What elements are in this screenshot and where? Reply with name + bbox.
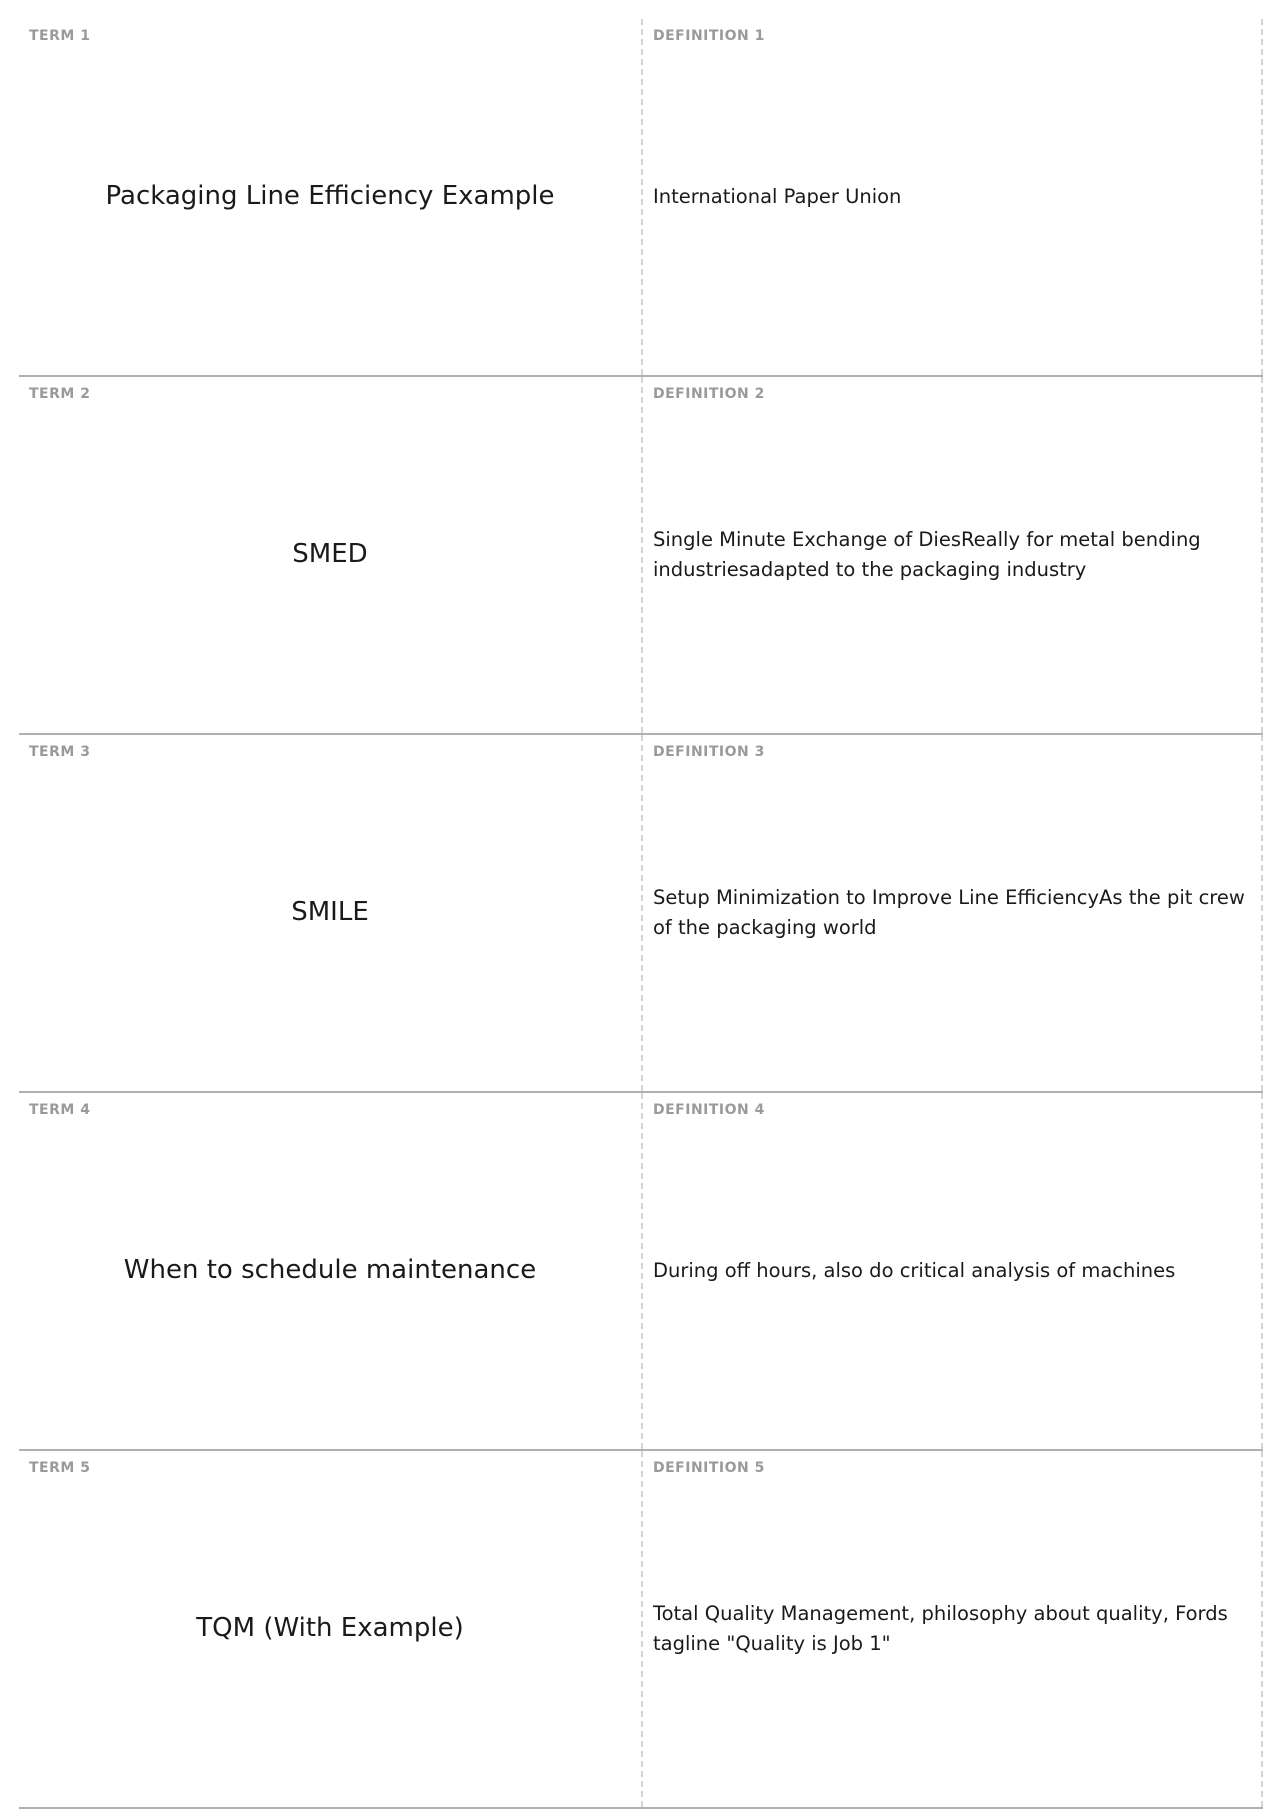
flashcard-row bbox=[19, 1451, 1263, 1809]
term-cell bbox=[19, 735, 643, 1091]
definition-cell bbox=[643, 19, 1263, 375]
definition-text: Total Quality Management, philosophy about quality, Fords tagline "Quality is Job 1" bbox=[653, 1602, 1228, 1655]
definition-label: DEFINITION 2 bbox=[653, 386, 765, 402]
definition-cell bbox=[643, 735, 1263, 1091]
term-text: TQM (With Example) bbox=[196, 1613, 464, 1644]
term-cell bbox=[19, 1093, 643, 1449]
flashcard-row bbox=[19, 1093, 1263, 1451]
definition-cell bbox=[643, 377, 1263, 733]
definition-text: During off hours, also do critical analysis of machines bbox=[653, 1259, 1176, 1282]
flashcard-row bbox=[19, 377, 1263, 735]
definition-cell bbox=[643, 1093, 1263, 1449]
definition-text: International Paper Union bbox=[653, 185, 902, 208]
flashcard-row bbox=[19, 735, 1263, 1093]
term-cell bbox=[19, 19, 643, 375]
term-label: TERM 1 bbox=[29, 28, 91, 44]
term-label: TERM 2 bbox=[29, 386, 91, 402]
term-label: TERM 4 bbox=[29, 1102, 91, 1118]
flashcard-row bbox=[19, 19, 1263, 377]
term-cell bbox=[19, 377, 643, 733]
definition-cell bbox=[643, 1451, 1263, 1807]
flashcard-sheet bbox=[19, 19, 1263, 1809]
definition-label: DEFINITION 3 bbox=[653, 744, 765, 760]
term-text: SMILE bbox=[291, 897, 369, 928]
term-text: Packaging Line Efficiency Example bbox=[105, 181, 555, 212]
definition-text: Setup Minimization to Improve Line EfficiencyAs the pit crew of the packaging world bbox=[653, 886, 1245, 939]
definition-label: DEFINITION 1 bbox=[653, 28, 765, 44]
term-text: When to schedule maintenance bbox=[123, 1255, 537, 1286]
term-label: TERM 3 bbox=[29, 744, 91, 760]
term-text: SMED bbox=[292, 539, 368, 570]
term-cell bbox=[19, 1451, 643, 1807]
definition-label: DEFINITION 4 bbox=[653, 1102, 765, 1118]
definition-text: Single Minute Exchange of DiesReally for metal bending industriesadapted to the packaging industry bbox=[653, 528, 1201, 581]
term-label: TERM 5 bbox=[29, 1460, 91, 1476]
definition-label: DEFINITION 5 bbox=[653, 1460, 765, 1476]
